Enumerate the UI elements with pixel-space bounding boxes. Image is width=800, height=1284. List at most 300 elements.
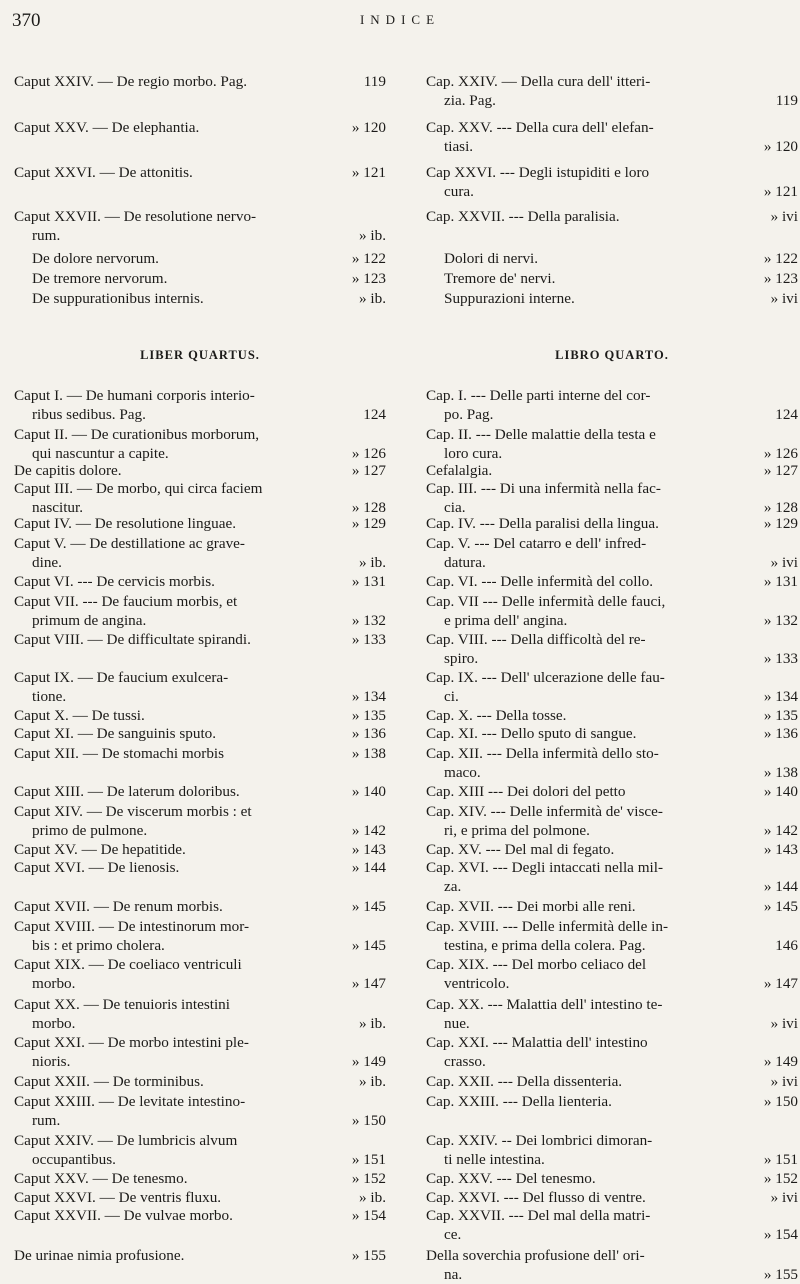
- entry-line: [14, 592, 386, 611]
- entry-line: [426, 1265, 798, 1284]
- page-ref: » 138: [351, 745, 386, 762]
- entry-line: [426, 974, 798, 993]
- entry-line: [426, 553, 798, 572]
- entry-line: [14, 425, 386, 444]
- page-ref: » 145: [351, 898, 386, 915]
- page-ref: » 129: [763, 515, 798, 532]
- entry-text: ci.: [444, 688, 459, 705]
- index-entry: [426, 592, 798, 630]
- index-entry: [14, 630, 386, 649]
- entry-text: Caput VI. --- De cervicis morbis.: [14, 573, 215, 590]
- index-entry: [426, 668, 798, 706]
- page-number: 370: [12, 10, 41, 31]
- entry-line: [14, 553, 386, 572]
- entry-text: Cap. XXVII. --- Della paralisia.: [426, 208, 620, 225]
- entry-line: [14, 1206, 386, 1225]
- entry-text: Cap. VI. --- Delle infermità del collo.: [426, 573, 654, 590]
- entry-text: Caput II. — De curationibus morborum,: [14, 426, 260, 443]
- entry-line: [14, 936, 386, 955]
- page-ref: » 152: [763, 1170, 798, 1187]
- entry-line: [426, 425, 798, 444]
- page-ref: » 151: [763, 1151, 798, 1168]
- entry-line: [14, 744, 386, 763]
- index-entry: [426, 1092, 798, 1111]
- entry-line: [426, 897, 798, 916]
- entry-text: crasso.: [444, 1053, 486, 1070]
- entry-text: datura.: [444, 554, 486, 571]
- page-ref: » 134: [351, 688, 386, 705]
- entry-line: [14, 995, 386, 1014]
- entry-text: qui nascuntur a capite.: [32, 445, 169, 462]
- entry-line: [426, 137, 798, 156]
- entry-text: rum.: [32, 1112, 61, 1129]
- entry-text: ri, e prima del polmone.: [444, 822, 590, 839]
- entry-text: Cap. XXI. --- Malattia dell' intestino: [426, 1034, 648, 1051]
- page-ref: » 121: [351, 164, 386, 181]
- entry-text: Cap. XXVII. --- Del mal della matri-: [426, 1207, 651, 1224]
- page-ref: » 135: [351, 707, 386, 724]
- entry-text: primo de pulmone.: [32, 822, 148, 839]
- entry-text: po. Pag.: [444, 406, 494, 423]
- index-entry: [426, 572, 798, 591]
- entry-line: [14, 1131, 386, 1150]
- entry-line: [426, 207, 798, 226]
- page-ref: » 143: [763, 841, 798, 858]
- index-entry: [426, 479, 798, 517]
- entry-text: Cap. II. --- Delle malattie della testa e: [426, 426, 656, 443]
- entry-line: [426, 1131, 798, 1150]
- entry-text: Caput XXII. — De torminibus.: [14, 1073, 204, 1090]
- entry-text: e prima dell' angina.: [444, 612, 568, 629]
- index-entry: [14, 249, 386, 268]
- page-ref: » 120: [763, 138, 798, 155]
- page-ref: » 131: [351, 573, 386, 590]
- section-heading: LIBRO QUARTO.: [555, 348, 669, 362]
- entry-line: [426, 182, 798, 201]
- page-ref: » 138: [763, 764, 798, 781]
- entry-text: Caput XXVII. — De resolutione nervo-: [14, 208, 257, 225]
- entry-line: [426, 479, 798, 498]
- entry-text: primum de angina.: [32, 612, 147, 629]
- index-entry: [14, 744, 386, 763]
- page-header: [0, 6, 800, 36]
- entry-text: Caput XXIV. — De lumbricis alvum: [14, 1132, 238, 1149]
- index-entry: [14, 1033, 386, 1071]
- entry-line: [14, 461, 386, 480]
- page-ref: » 122: [351, 250, 386, 267]
- entry-line: [14, 897, 386, 916]
- entry-text: bis : et primo cholera.: [32, 937, 165, 954]
- index-entry: [426, 802, 798, 840]
- page-ref: » 155: [351, 1247, 386, 1264]
- entry-text: Cap. XXVI. --- Del flusso di ventre.: [426, 1189, 646, 1206]
- entry-text: Cap. XXIV. — Della cura dell' itteri-: [426, 73, 651, 90]
- entry-line: [14, 289, 386, 308]
- page-ref: » ivi: [770, 290, 798, 307]
- entry-text: Cap. IX. --- Dell' ulcerazione delle fau-: [426, 669, 665, 686]
- running-title: INDICE: [359, 12, 441, 27]
- entry-line: [426, 744, 798, 763]
- page-ref: 119: [775, 92, 798, 109]
- entry-line: [426, 1169, 798, 1188]
- index-entry: [426, 118, 798, 156]
- entry-line: [426, 1150, 798, 1169]
- index-entry: [14, 386, 386, 424]
- index-entry: [426, 163, 798, 201]
- entry-line: [426, 1033, 798, 1052]
- page-ref: » 154: [351, 1207, 386, 1224]
- index-entry: [14, 592, 386, 630]
- entry-line: [14, 1092, 386, 1111]
- entry-text: Caput XXVI. — De ventris fluxu.: [14, 1189, 222, 1206]
- index-entry: [426, 534, 798, 572]
- entry-line: [14, 1169, 386, 1188]
- entry-text: loro cura.: [444, 445, 503, 462]
- entry-text: Cap. XXV. --- Della cura dell' elefan-: [426, 119, 654, 136]
- index-entry: [14, 917, 386, 955]
- entry-line: [426, 995, 798, 1014]
- index-entry: [14, 534, 386, 572]
- entry-text: cura.: [444, 183, 474, 200]
- page-ref: » ib.: [358, 227, 386, 244]
- index-entry: [14, 425, 386, 463]
- index-entry: [426, 289, 798, 308]
- entry-line: [14, 1052, 386, 1071]
- page-ref: » 128: [763, 499, 798, 516]
- entry-line: [14, 118, 386, 137]
- entry-line: [14, 821, 386, 840]
- entry-line: [14, 917, 386, 936]
- index-entry: [426, 425, 798, 463]
- index-entry: [426, 1131, 798, 1169]
- index-entry: [14, 782, 386, 801]
- entry-line: [426, 802, 798, 821]
- entry-text: Tremore de' nervi.: [444, 270, 556, 287]
- entry-line: [426, 668, 798, 687]
- entry-text: dine.: [32, 554, 62, 571]
- index-entry: [14, 995, 386, 1033]
- entry-text: rum.: [32, 227, 61, 244]
- entry-line: [426, 249, 798, 268]
- entry-text: Cap XXVI. --- Degli istupiditi e loro: [426, 164, 650, 181]
- entry-text: De suppurationibus internis.: [32, 290, 204, 307]
- page-ref: » 132: [763, 612, 798, 629]
- entry-text: Cefalalgia.: [426, 462, 493, 479]
- page-ref: » 145: [351, 937, 386, 954]
- entry-line: [14, 514, 386, 533]
- index-entry: [14, 572, 386, 591]
- entry-text: occupantibus.: [32, 1151, 116, 1168]
- entry-line: [14, 207, 386, 226]
- entry-text: Cap. IV. --- Della paralisi della lingua.: [426, 515, 659, 532]
- entry-text: nascitur.: [32, 499, 84, 516]
- entry-text: morbo.: [32, 975, 76, 992]
- entry-text: Cap. XV. --- Del mal di fegato.: [426, 841, 615, 858]
- entry-text: tiasi.: [444, 138, 474, 155]
- index-entry: [426, 706, 798, 725]
- entry-line: [14, 534, 386, 553]
- page-ref: » 145: [763, 898, 798, 915]
- index-entry: [14, 207, 386, 245]
- page-ref: » 149: [763, 1053, 798, 1070]
- entry-text: Cap. XIV. --- Delle infermità de' visce-: [426, 803, 663, 820]
- index-entry: [426, 269, 798, 288]
- entry-line: [426, 630, 798, 649]
- index-entry: [14, 668, 386, 706]
- entry-text: ti nelle intestina.: [444, 1151, 545, 1168]
- entry-line: [426, 1225, 798, 1244]
- page-ref: » 123: [351, 270, 386, 287]
- page-ref: » 136: [763, 725, 798, 742]
- entry-line: [426, 1246, 798, 1265]
- entry-text: Caput XX. — De tenuioris intestini: [14, 996, 230, 1013]
- page-ref: 124: [775, 406, 798, 423]
- entry-line: [14, 226, 386, 245]
- index-entry: [14, 1246, 386, 1265]
- entry-text: Caput XXVI. — De attonitis.: [14, 164, 193, 181]
- index-entry: [14, 461, 386, 480]
- entry-text: Cap. XVIII. --- Delle infermità delle in-: [426, 918, 669, 935]
- page-ref: » 151: [351, 1151, 386, 1168]
- page-ref: » 133: [763, 650, 798, 667]
- entry-line: [14, 249, 386, 268]
- page-ref: » 140: [351, 783, 386, 800]
- index-entry: [426, 1169, 798, 1188]
- entry-text: nue.: [444, 1015, 470, 1032]
- entry-text: Cap. XXV. --- Del tenesmo.: [426, 1170, 596, 1187]
- index-entry: [426, 461, 798, 480]
- entry-text: cia.: [444, 499, 466, 516]
- page-ref: » ib.: [358, 1015, 386, 1032]
- entry-text: testina, e prima della colera. Pag.: [444, 937, 646, 954]
- index-entry: [426, 1188, 798, 1207]
- entry-text: Caput XXV. — De tenesmo.: [14, 1170, 188, 1187]
- entry-text: Caput I. — De humani corporis interio-: [14, 387, 255, 404]
- page-ref: » ib.: [358, 290, 386, 307]
- entry-text: Cap. XXIII. --- Della lienteria.: [426, 1093, 612, 1110]
- index-entry: [14, 72, 386, 91]
- entry-line: [14, 1150, 386, 1169]
- page-ref: » 133: [351, 631, 386, 648]
- page-ref: » 128: [351, 499, 386, 516]
- entry-line: [426, 1206, 798, 1225]
- entry-text: Caput XII. — De stomachi morbis: [14, 745, 225, 762]
- entry-text: Cap. X. --- Della tosse.: [426, 707, 567, 724]
- page-ref: » 127: [763, 462, 798, 479]
- index-entry: [14, 724, 386, 743]
- index-entry: [14, 1206, 386, 1225]
- page-ref: » 150: [351, 1112, 386, 1129]
- index-entry: [426, 744, 798, 782]
- entry-text: spiro.: [444, 650, 479, 667]
- index-entry: [14, 1131, 386, 1169]
- index-entry: [14, 1092, 386, 1130]
- entry-text: maco.: [444, 764, 481, 781]
- index-entry: [14, 840, 386, 859]
- entry-line: [426, 118, 798, 137]
- entry-line: [14, 163, 386, 182]
- page-ref: » 150: [763, 1093, 798, 1110]
- entry-line: [426, 936, 798, 955]
- entry-line: [426, 91, 798, 110]
- entry-line: [14, 1014, 386, 1033]
- entry-line: [14, 687, 386, 706]
- entry-line: [426, 1052, 798, 1071]
- page-ref: » 136: [351, 725, 386, 742]
- page-ref: » ivi: [770, 554, 798, 571]
- index-entry: [426, 1246, 798, 1284]
- index-entry: [14, 269, 386, 288]
- index-entry: [14, 1072, 386, 1091]
- page-ref: » 142: [351, 822, 386, 839]
- entry-text: Caput XXIII. — De levitate intestino-: [14, 1093, 246, 1110]
- entry-text: Suppurazioni interne.: [444, 290, 575, 307]
- entry-line: [14, 1246, 386, 1265]
- index-entry: [426, 840, 798, 859]
- page-ref: » 154: [763, 1226, 798, 1243]
- page-ref: » 152: [351, 1170, 386, 1187]
- entry-line: [426, 724, 798, 743]
- entry-line: [426, 917, 798, 936]
- entry-line: [426, 858, 798, 877]
- entry-text: Cap. XI. --- Dello sputo di sangue.: [426, 725, 637, 742]
- entry-text: De dolore nervorum.: [32, 250, 159, 267]
- page-ref: » ib.: [358, 1073, 386, 1090]
- index-entry: [426, 917, 798, 955]
- entry-text: Caput IX. — De faucium exulcera-: [14, 669, 229, 686]
- page-ref: » 134: [763, 688, 798, 705]
- page-ref: » 140: [763, 783, 798, 800]
- index-entry: [14, 163, 386, 182]
- index-entry: [426, 72, 798, 110]
- entry-line: [426, 592, 798, 611]
- entry-line: [426, 1188, 798, 1207]
- index-entry: [426, 514, 798, 533]
- entry-text: tione.: [32, 688, 67, 705]
- entry-text: Cap. XIII --- Dei dolori del petto: [426, 783, 626, 800]
- entry-text: Caput VII. --- De faucium morbis, et: [14, 593, 238, 610]
- entry-text: Caput XVIII. — De intestinorum mor-: [14, 918, 250, 935]
- entry-text: Cap. XII. --- Della infermità dello sto-: [426, 745, 659, 762]
- index-entry: [14, 289, 386, 308]
- page-ref: » 126: [763, 445, 798, 462]
- entry-text: Cap. XX. --- Malattia dell' intestino te-: [426, 996, 663, 1013]
- entry-line: [426, 821, 798, 840]
- entry-text: Caput V. — De destillatione ac grave-: [14, 535, 245, 552]
- page-ref: » 147: [763, 975, 798, 992]
- entry-line: [426, 269, 798, 288]
- entry-line: [14, 974, 386, 993]
- index-entry: [14, 706, 386, 725]
- entry-line: [14, 269, 386, 288]
- entry-line: [14, 479, 386, 498]
- index-entry: [426, 1072, 798, 1091]
- section-heading: LIBER QUARTUS.: [140, 348, 260, 362]
- entry-line: [426, 289, 798, 308]
- entry-text: Caput XVI. — De lienosis.: [14, 859, 180, 876]
- entry-line: [14, 668, 386, 687]
- entry-text: Caput XXVII. — De vulvae morbo.: [14, 1207, 233, 1224]
- entry-line: [426, 386, 798, 405]
- entry-line: [14, 955, 386, 974]
- page-ref: » ivi: [770, 1015, 798, 1032]
- entry-line: [14, 1033, 386, 1052]
- entry-line: [14, 1072, 386, 1091]
- entry-text: ventricolo.: [444, 975, 510, 992]
- entry-text: Cap. VII --- Delle infermità delle fauci,: [426, 593, 666, 610]
- entry-text: morbo.: [32, 1015, 76, 1032]
- entry-line: [14, 611, 386, 630]
- entry-text: De capitis dolore.: [14, 462, 122, 479]
- entry-text: Cap. I. --- Delle parti interne del cor-: [426, 387, 651, 404]
- entry-line: [426, 649, 798, 668]
- page-ref: » 132: [351, 612, 386, 629]
- page-ref: » 135: [763, 707, 798, 724]
- entry-text: Caput XIII. — De laterum doloribus.: [14, 783, 240, 800]
- entry-text: zia. Pag.: [444, 92, 496, 109]
- entry-line: [14, 840, 386, 859]
- entry-line: [426, 72, 798, 91]
- entry-text: ribus sedibus. Pag.: [32, 406, 146, 423]
- index-entry: [426, 630, 798, 668]
- entry-line: [14, 1188, 386, 1207]
- entry-text: Caput X. — De tussi.: [14, 707, 145, 724]
- index-entry: [14, 802, 386, 840]
- index-entry: [426, 897, 798, 916]
- entry-text: Della soverchia profusione dell' ori-: [426, 1247, 645, 1264]
- index-entry: [426, 1206, 798, 1244]
- page-ref: » 122: [763, 250, 798, 267]
- entry-line: [426, 1072, 798, 1091]
- page-ref: 119: [363, 73, 386, 90]
- entry-line: [426, 572, 798, 591]
- entry-text: Cap. V. --- Del catarro e dell' infred-: [426, 535, 647, 552]
- page-ref: » ivi: [770, 1189, 798, 1206]
- entry-text: Caput XXV. — De elephantia.: [14, 119, 200, 136]
- entry-line: [426, 1014, 798, 1033]
- entry-line: [426, 461, 798, 480]
- page-ref: » 127: [351, 462, 386, 479]
- entry-line: [14, 782, 386, 801]
- index-entry: [14, 1169, 386, 1188]
- index-entry: [14, 514, 386, 533]
- entry-line: [426, 405, 798, 424]
- entry-text: Caput XI. — De sanguinis sputo.: [14, 725, 217, 742]
- entry-text: nioris.: [32, 1053, 71, 1070]
- entry-line: [426, 877, 798, 896]
- entry-line: [14, 858, 386, 877]
- entry-text: Caput XV. — De hepatitide.: [14, 841, 186, 858]
- entry-line: [14, 706, 386, 725]
- index-entry: [426, 858, 798, 896]
- page-ref: » 120: [351, 119, 386, 136]
- entry-text: Cap. XVII. --- Dei morbi alle reni.: [426, 898, 636, 915]
- page-ref: » 142: [763, 822, 798, 839]
- entry-line: [426, 840, 798, 859]
- index-entry: [426, 724, 798, 743]
- entry-text: De urinae nimia profusione.: [14, 1247, 185, 1264]
- entry-text: ce.: [444, 1226, 462, 1243]
- page-ref: » 121: [763, 183, 798, 200]
- page-ref: » 123: [763, 270, 798, 287]
- index-entry: [14, 955, 386, 993]
- entry-text: Cap. VIII. --- Della difficoltà del re-: [426, 631, 646, 648]
- entry-text: na.: [444, 1266, 463, 1283]
- entry-text: De tremore nervorum.: [32, 270, 168, 287]
- entry-line: [426, 763, 798, 782]
- entry-text: Caput III. — De morbo, qui circa faciem: [14, 480, 263, 497]
- entry-line: [426, 534, 798, 553]
